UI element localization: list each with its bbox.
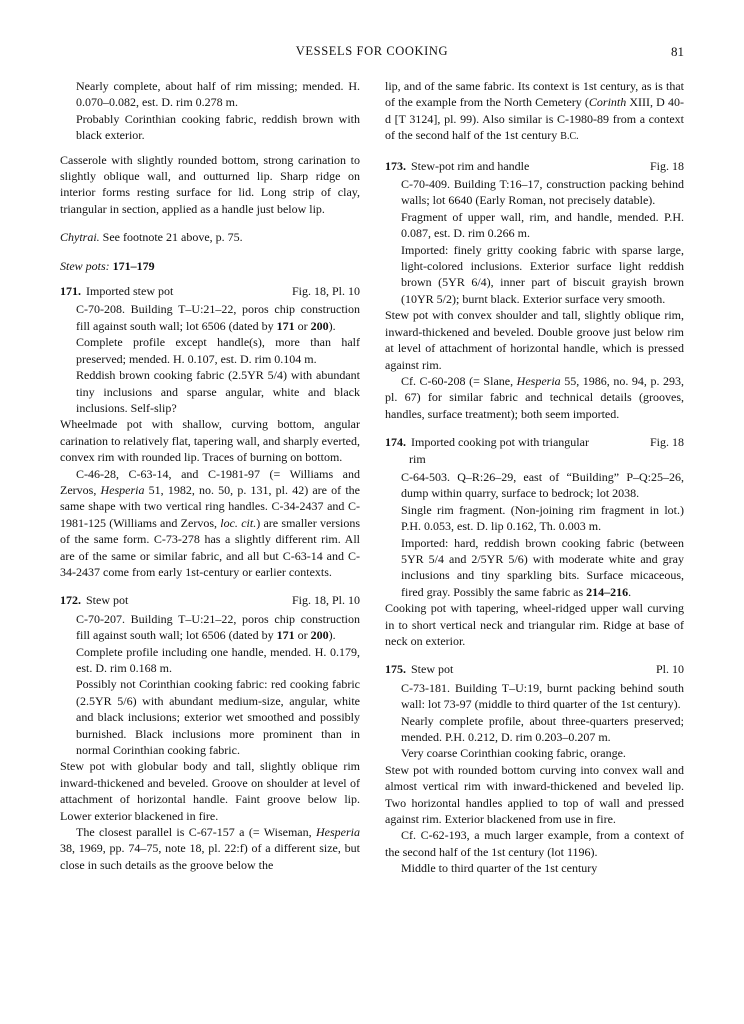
entry-comparanda: Cf. C-62-193, a much larger example, from a context of the second half of the 1st century (lot 1196). — [385, 828, 684, 859]
paragraph: Probably Corinthian cooking fabric, reddish brown with black exterior. — [76, 111, 360, 143]
entry-title: Stew pot — [411, 662, 454, 677]
entry-preservation: Complete profile except handle(s), more than half preserved; mended. H. 0.107, est. D. rim 0.104 m. — [76, 335, 360, 366]
text-run: . — [628, 584, 632, 599]
series-title: Corinth — [588, 95, 627, 110]
text-run: ) are smaller versions of the same form. C-73-278 has a slightly different rim. All are of the same or similar fabric, and all but C-63-14 and C-34-2437 come from early 1st-century or earlier contexts. — [60, 515, 360, 579]
entry-title-line — [60, 283, 173, 299]
text-run: XIII, D 40-d [T 3124], pl. 99). Also similar is C-1980-89 from a context of the second half of the 1st century — [385, 95, 684, 143]
paragraph: Nearly complete, about half of rim missing; mended. H. 0.070–0.082, est. D. rim 0.278 m. — [76, 79, 360, 110]
entry-title-continued: rim — [409, 451, 426, 466]
entry-description: Stew pot with rounded bottom curving into convex wall and almost vertical rim with inward-thickened and beveled lip. Two horizontal handles applied to top of wall and pressed against rim. Exterior blackened from use in fire. — [385, 762, 684, 827]
entry-title: Imported stew pot — [86, 284, 174, 299]
paragraph: Casserole with slightly rounded bottom, strong carination to slightly oblique wall, and outturned lip. Sharp ridge on interior forms resting surface for lid. Long strip of clay, triangular in section, applied as a handle just below lip. — [60, 152, 360, 216]
entry-title: Stew pot — [86, 593, 129, 608]
figure-reference: Fig. 18, Pl. 10 — [291, 593, 360, 608]
text-run: ). — [328, 628, 336, 643]
text-run: C-46-28, C-63-14, and C-1981-97 (= Williams and Zervos, — [60, 466, 360, 497]
catalogue-entry-heading — [60, 283, 360, 299]
entry-comparanda — [60, 824, 360, 873]
cross-reference: 200 — [310, 318, 329, 333]
entry-title-line — [385, 158, 529, 174]
text-run: or — [294, 318, 311, 333]
section-label: Stew pots: — [60, 258, 113, 273]
text-run: Imported: hard, reddish brown cooking fabric (between 5YR 5/4 and 2/5YR 5/6) with moderate white and gray inclusions and tiny sparkling bits. Surface micaceous, fired gray. Possibly the same fabric as — [401, 535, 684, 599]
text-run: C-70-208. Building T–U:21–22, poros chip construction fill against south wall; lot 6506 (dated by — [76, 302, 360, 333]
entry-description: Cooking pot with tapering, wheel-ridged upper wall curving in to short vertical neck and triangular rim. Ridge at base of neck on exterior. — [385, 601, 684, 648]
figure-reference: Fig. 18 — [649, 158, 684, 173]
entry-preservation: Fragment of upper wall, rim, and handle, mended. P.H. 0.087, est. D. rim 0.266 m. — [401, 209, 684, 241]
era-abbrev: B.C. — [560, 131, 579, 143]
right-column — [385, 78, 684, 877]
figure-reference: Fig. 18, Pl. 10 — [291, 284, 360, 299]
section-heading-stew-pots — [60, 258, 360, 274]
text-run: 51, 1982, no. 50, p. 131, pl. 42) are of the same shape with two vertical ring handles. C-34-2437 and C-1981-125 (Williams and Zervos, — [60, 482, 360, 530]
figure-reference: Pl. 10 — [655, 662, 684, 677]
cross-reference: 171 — [276, 318, 295, 333]
entry-title: Imported cooking pot with triangular — [411, 435, 589, 450]
entry-number: 175. — [385, 662, 406, 677]
text-run: 55, 1986, no. 94, p. 293, pl. 67) for similar fabric and technical details (grooves, handles, surface treatment); both seem imported. — [385, 373, 685, 421]
entry-comparanda — [385, 373, 684, 422]
entry-provenance: C-73-181. Building T–U:19, burnt packing behind south wall: lot 73-97 (middle to third quarter of the 1st century). — [401, 680, 684, 712]
page-header — [60, 44, 684, 66]
text-run: Cf. C-60-208 (= Slane, — [401, 373, 517, 388]
left-column — [60, 78, 360, 873]
entry-title-line — [385, 661, 453, 677]
catalogue-entry-heading — [60, 592, 360, 608]
continued-paragraph — [385, 78, 684, 146]
catalogue-entry-heading — [385, 661, 684, 677]
entry-fabric: Reddish brown cooking fabric (2.5YR 5/4) with abundant tiny inclusions and sparse angular, white and black inclusions. Self-slip? — [76, 368, 360, 415]
entry-preservation: Nearly complete profile, about three-quarters preserved; mended. P.H. 0.212, D. rim 0.203–0.207 m. — [401, 713, 684, 745]
entry-description: Stew pot with convex shoulder and tall, slightly oblique rim, inward-thickened and beveled. Double groove just below rim at level of attachment of horizontal handle, which is pressed against rim. — [385, 308, 684, 372]
entry-number: 173. — [385, 158, 406, 173]
entry-provenance: C-64-503. Q–R:26–29, east of “Building” P–Q:25–26, dump within quarry, surface to bedrock; lot 2038. — [401, 469, 684, 501]
page-number: 81 — [671, 44, 684, 59]
text-run: The closest parallel is C-67-157 a (= Wiseman, — [76, 825, 316, 840]
cross-reference: 214–216 — [586, 584, 629, 599]
entry-number: 174. — [385, 435, 406, 450]
entry-fabric: Possibly not Corinthian cooking fabric: red cooking fabric (2.5YR 5/6) with abundant medium-size, angular, white and black inclusions; exterior wet smoothed and possibly burnished. Black inclusions more prominent than in normal Corinthian cooking fabric. — [76, 677, 360, 758]
entry-provenance — [60, 611, 360, 644]
entry-description: Wheelmade pot with shallow, curving bottom, angular carination to relatively flat, tapering wall, and sharply everted, convex rim with rounded lip. Traces of burning on bottom. — [60, 417, 360, 465]
entry-preservation: Complete profile including one handle, mended. H. 0.179, est. D. rim 0.168 m. — [76, 644, 360, 675]
cross-reference: 171 — [276, 628, 295, 643]
text-run: ). — [328, 318, 336, 333]
entry-title: Stew-pot rim and handle — [411, 158, 530, 173]
chytrai-text: See footnote 21 above, p. 75. — [99, 230, 243, 245]
entry-fabric: Very coarse Corinthian cooking fabric, orange. — [401, 746, 626, 761]
entry-title-line — [60, 592, 128, 608]
text-run: 38, 1969, pp. 74–75, note 18, pl. 22:f) of a different size, but close in such details as the groove below the — [60, 841, 360, 872]
entry-number: 171. — [60, 284, 81, 299]
entry-description: Stew pot with globular body and tall, slightly oblique rim inward-thickened and beveled. Groove on shoulder at level of attachment of horizontal handle. Faint groove below lip. Lower exterior blackened in fire. — [60, 759, 360, 823]
entry-fabric: Imported: finely gritty cooking fabric with sparse large, light-colored inclusions. Exterior surface light reddish brown (5YR 6/4), inner part of biscuit grayish brown (10YR 5/2); burnt black. Exterior surface very smooth. — [401, 242, 684, 306]
entry-title-line — [385, 434, 610, 467]
catalogue-entry-heading — [385, 434, 684, 467]
text-run: lip, and of the same fabric. Its context is 1st century, as is that of the example from the North Cemetery ( — [385, 79, 684, 110]
running-head: VESSELS FOR COOKING — [295, 44, 449, 58]
entry-provenance — [60, 301, 360, 334]
journal-title: Hesperia — [316, 825, 360, 840]
text-run: or — [294, 628, 311, 643]
entry-number: 172. — [60, 593, 81, 608]
entry-comparanda — [60, 466, 360, 581]
journal-title: Hesperia — [516, 373, 561, 388]
chytrai-note — [60, 229, 360, 245]
text-run: C-70-207. Building T–U:21–22, poros chip construction fill against south wall; lot 6506 (dated by — [76, 611, 360, 643]
entry-date: Middle to third quarter of the 1st century — [401, 861, 598, 876]
figure-reference: Fig. 18 — [649, 435, 684, 450]
section-range: 171–179 — [112, 258, 155, 273]
entry-preservation: Single rim fragment. (Non-joining rim fragment in lot.) P.H. 0.053, est. D. lip 0.162, Th. 0.003 m. — [401, 502, 684, 534]
entry-provenance: C-70-409. Building T:16–17, construction packing behind walls; lot 6640 (Early Roman, not precisely datable). — [401, 177, 684, 208]
chytrai-label: Chytrai. — [60, 230, 100, 245]
catalogue-entry-heading — [385, 158, 684, 174]
entry-fabric — [385, 535, 684, 601]
cross-reference: 200 — [310, 628, 329, 643]
journal-title: Hesperia — [100, 482, 145, 497]
citation-abbrev: loc. cit. — [220, 515, 257, 530]
